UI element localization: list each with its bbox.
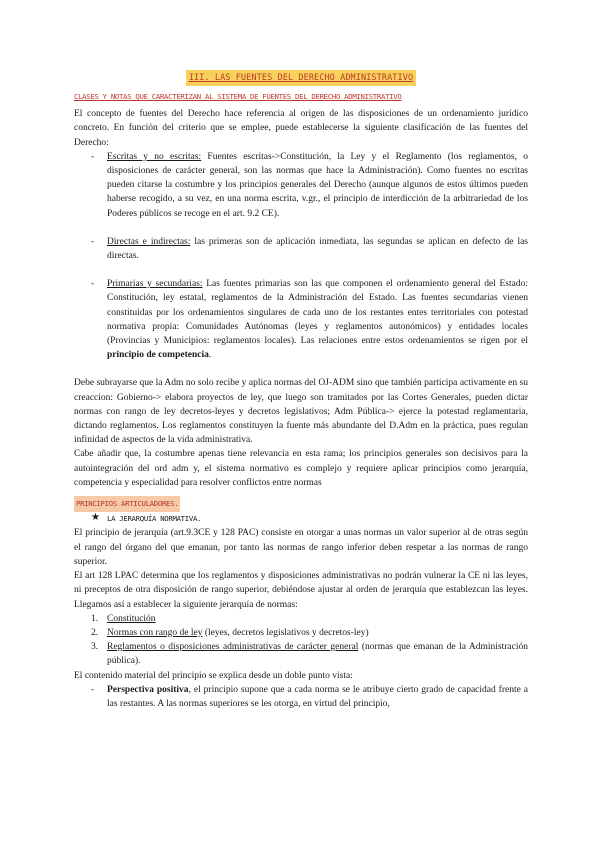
list-number: 1. bbox=[91, 613, 99, 624]
section-heading-principios: PRINCIPIOS ARTICULADORES. bbox=[74, 496, 180, 512]
list-item bbox=[74, 683, 528, 711]
jerarquia-paragraph-2: El art 128 LPAC determina que los reglamentos y disposiciones administrativas no podrán vulnerar la CE ni las leyes, ni preceptos de otra disposición de rango superior, debiéndose ajustar al orden de jerarquía que establezcan las leyes. Llegamos así a establecer la siguiente jerarquía de normas: bbox=[74, 571, 528, 610]
perspective-list bbox=[74, 683, 528, 711]
hierarchy-text: (normas que emanan de la Administración pública). bbox=[107, 642, 528, 667]
class-text: Fuentes escritas->Constitución, la Ley y el Reglamento (los reglamentos, o disposiciones de carácter general, son las normas que hace la Administración). Como fuentes no escritas pueden citarse la costumbre y los principios generales del Derecho (aunque algunos de estos últimos pueden haberse recogido, a su vez, en una norma escrita, v.gr., el principio de interdicción de la arbitrariedad de los Poderes públicos se recoge en el art. 9.2 CE). bbox=[107, 151, 528, 219]
list-item bbox=[74, 150, 528, 221]
hierarchy-term: Normas con rango de ley bbox=[107, 627, 203, 638]
intro-paragraph: El concepto de fuentes del Derecho hace referencia al origen de las disposiciones de un ordenamiento jurídico concreto. En función del criterio que se emplee, puede establecerse la siguiente clasificación de las fuentes del Derecho: bbox=[74, 109, 528, 148]
perspective-text: , el principio supone que a cada norma se le atribuye cierto grado de capacidad frente a las restantes. A las normas superiores se les otorga, en virtud del principio, bbox=[107, 684, 528, 709]
class-tail: . bbox=[208, 350, 212, 361]
list-spacer bbox=[74, 221, 528, 235]
list-item bbox=[74, 612, 528, 626]
list-bullet: - bbox=[91, 151, 95, 162]
list-item bbox=[74, 640, 528, 668]
subsection-label: LA JERARQUÍA NORMATIVA. bbox=[107, 514, 202, 524]
source-classes-list bbox=[74, 150, 528, 363]
jerarquia-paragraph-3: El contenido material del principio se explica desde un doble punto vista: bbox=[74, 670, 353, 681]
class-text: las primeras son de aplicación inmediata, las segundas se aplican en defecto de las directas. bbox=[107, 236, 529, 262]
subsection-heading bbox=[74, 512, 528, 526]
perspective-term: Perspectiva positiva bbox=[107, 684, 189, 695]
class-term: Primarias y secundarias: bbox=[107, 279, 203, 290]
section-subtitle: CLASES Y NOTAS QUE CARACTERIZAN AL SISTEMA DE FUENTES DEL DERECHO ADMINISTRATIVO bbox=[74, 92, 402, 101]
jerarquia-paragraph-1: El principio de jerarquía (art.9.3CE y 128 PAC) consiste en otorgar a unas normas un valor superior al de otras según el rango del órgano del que emanan, por tanto las normas de rango inferior deben respetar a las normas de rango superior. bbox=[74, 528, 528, 567]
hierarchy-term: Constitución bbox=[107, 613, 156, 624]
list-number: 3. bbox=[91, 642, 99, 653]
document-title: III. LAS FUENTES DEL DERECHO ADMINISTRATIVO bbox=[186, 70, 416, 86]
list-bullet: - bbox=[91, 684, 95, 695]
spacer bbox=[74, 362, 528, 376]
class-term: Escritas y no escritas: bbox=[107, 151, 202, 162]
list-item bbox=[74, 626, 528, 640]
list-item bbox=[74, 277, 528, 362]
hierarchy-list bbox=[74, 612, 528, 669]
class-term: Directas e indirectas: bbox=[107, 236, 191, 247]
title-wrap bbox=[74, 70, 528, 90]
class-text: Las fuentes primarias son las que componen el ordenamiento general del Estado: Constitución, ley estatal, reglamentos de la Administración del Estado. Las fuentes secundarias vienen constituidas por los ordenamientos singulares de cada uno de los restantes entes territoriales con potestad normativa propia: Comunidades Autónomas (leyes y reglamentos autonómicos) y entidades locales (Provincias y Municipios: reglamentos locales). Las relaciones entre estos ordenamientos se rigen por el bbox=[107, 279, 528, 347]
star-icon: ★ bbox=[91, 512, 100, 524]
hierarchy-term: Reglamentos o disposiciones administrativas de carácter general bbox=[107, 642, 359, 653]
hierarchy-text: (leyes, decretos legislativos y decretos-ley) bbox=[202, 627, 369, 638]
list-bullet: - bbox=[91, 236, 95, 247]
list-item bbox=[74, 235, 528, 263]
list-spacer bbox=[74, 263, 528, 277]
document-content bbox=[74, 70, 528, 711]
list-number: 2. bbox=[91, 627, 99, 638]
adm-paragraph: Debe subrayarse que la Adm no solo recibe y aplica normas del OJ-ADM sino que también participa activamente en su creaccion: Gobierno-> elabora proyectos de ley, que luego son tramitados por las Cortes Generales, pueden dictar normas con rango de ley decretos-leyes y decretos legislativos; Adm Pública-> ejerce la potestad reglamentaria, dictando reglamentos. Los reglamentos constituyen la fuente más abundante del D.Adm en la práctica, pues regulan infinidad de aspectos de la vida administrativa. bbox=[74, 378, 528, 446]
costumbre-paragraph: Cabe añadir que, la costumbre apenas tiene relevancia en esta rama; los principios generales son decisivos para la autointegración del ord adm y, el sistema normativo es complejo y requiere aplicar principios como jerarquía, competencia y especialidad para resolver conflictos entre normas bbox=[74, 449, 528, 488]
class-bold-term: principio de competencia bbox=[107, 350, 209, 361]
list-bullet: - bbox=[91, 279, 95, 290]
